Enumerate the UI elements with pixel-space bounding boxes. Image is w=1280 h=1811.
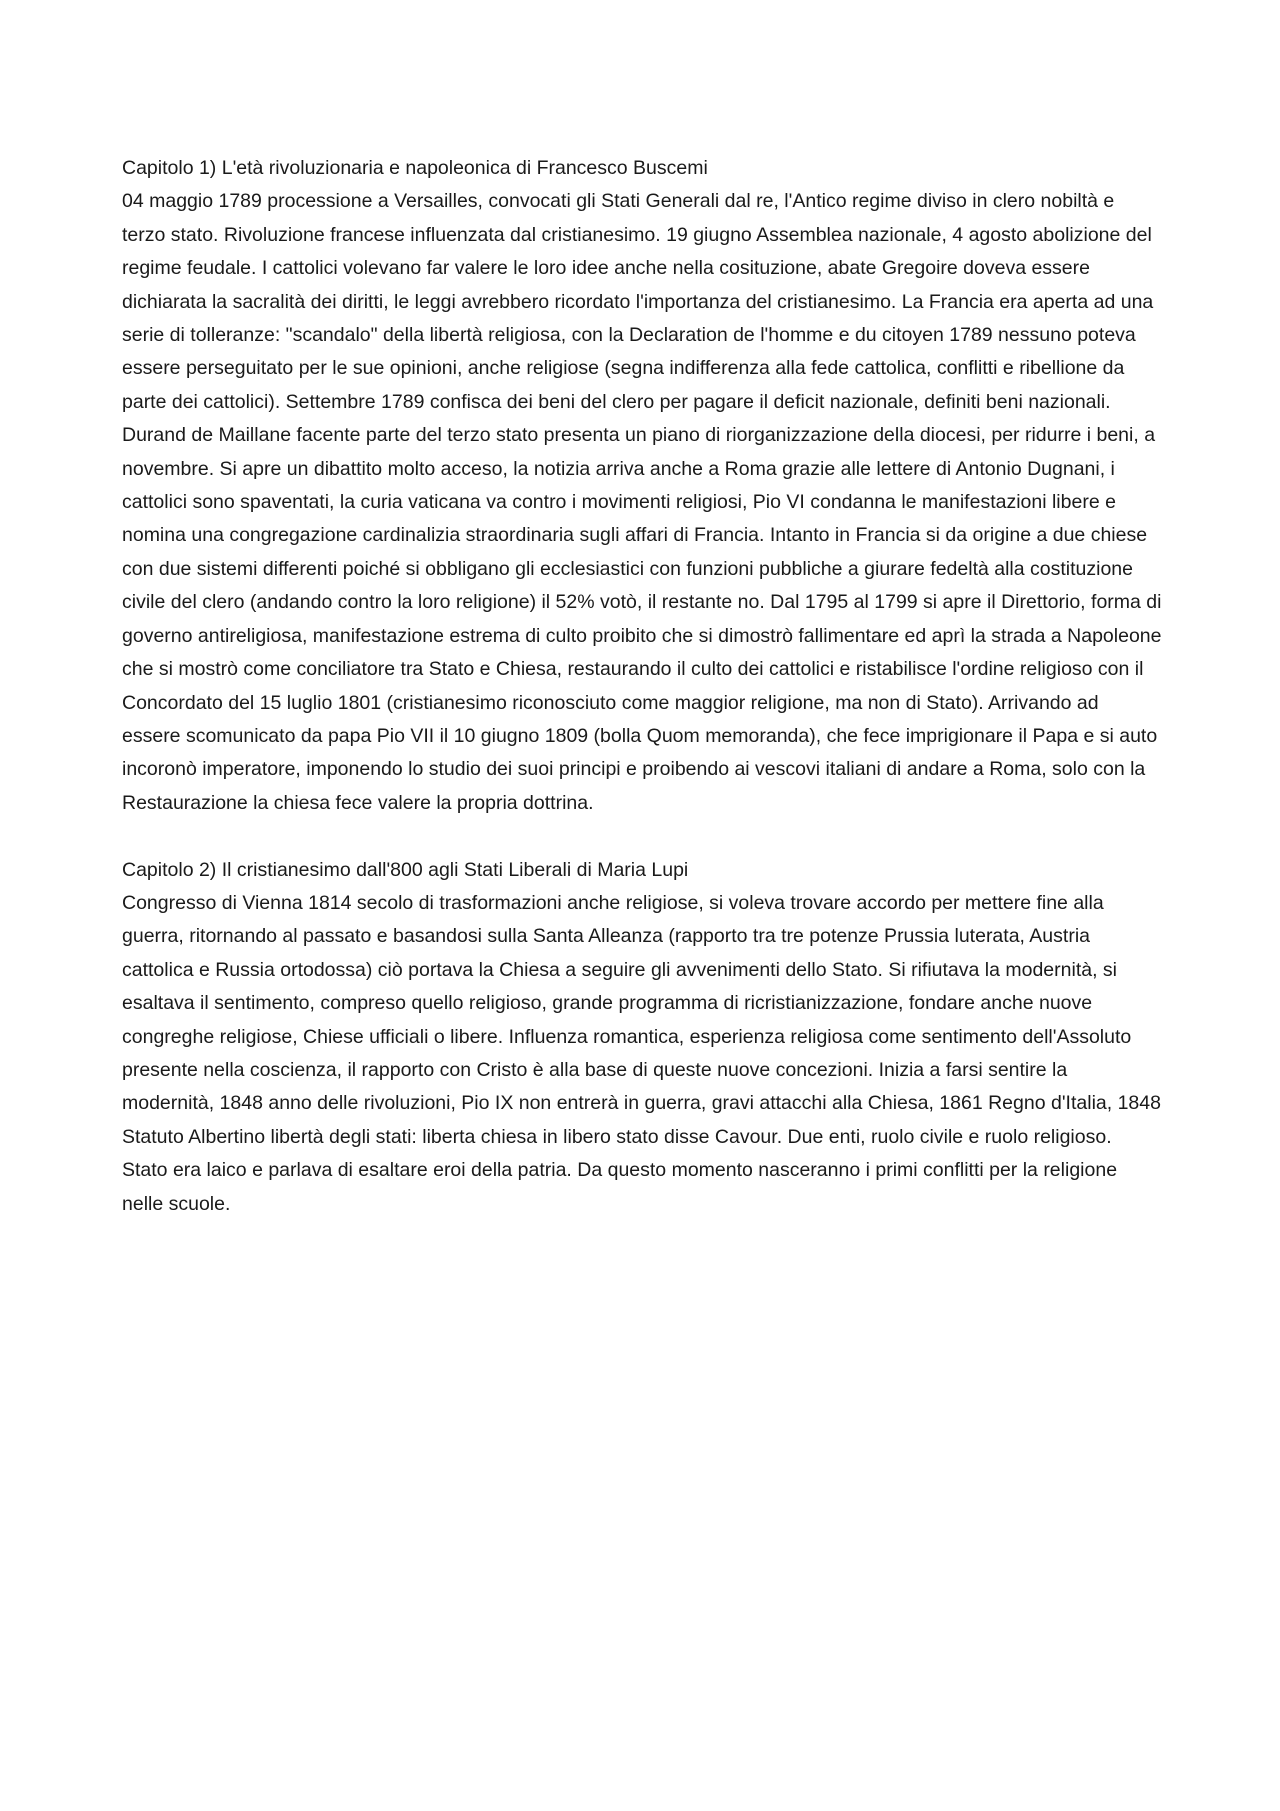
chapter-1-body: 04 maggio 1789 processione a Versailles, convocati gli Stati Generali dal re, l'Antico regime diviso in clero nobiltà e terzo stato. Rivoluzione francese influenzata dal cristianesimo. 19 giugno Assemblea nazionale, 4 agosto abolizione del regime feudale. I cattolici volevano far valere le loro idee anche nella cosituzione, abate Gregoire doveva essere dichiarata la sacralità dei diritti, le leggi avrebbero ricordato l'importanza del cristianesimo. La Francia era aperta ad una serie di tolleranze: "scandalo" della libertà religiosa, con la Declaration de l'homme e du citoyen 1789 nessuno poteva essere perseguitato per le sue opinioni, anche religiose (segna indifferenza alla fede cattolica, conflitti e ribellione da parte dei cattolici). Settembre 1789 confisca dei beni del clero per pagare il deficit nazionale, definiti beni nazionali. Durand de Maillane facente parte del terzo stato presenta un piano di riorganizzazione della diocesi, per ridurre i beni, a novembre. Si apre un dibattito molto acceso, la notizia arriva anche a Roma grazie alle lettere di Antonio Dugnani, i cattolici sono spaventati, la curia vaticana va contro i movimenti religiosi, Pio VI condanna le manifestazioni libere e nomina una congregazione cardinalizia straordinaria sugli affari di Francia. Intanto in Francia si da origine a due chiese con due sistemi differenti poiché si obbligano gli ecclesiastici con funzioni pubbliche a giurare fedeltà alla costituzione civile del clero (andando contro la loro religione) il 52% votò, il restante no. Dal 1795 al 1799 si apre il Direttorio, forma di governo antireligiosa, manifestazione estrema di culto proibito che si dimostrò fallimentare ed aprì la strada a Napoleone che si mostrò come conciliatore tra Stato e Chiesa, restaurando il culto dei cattolici e ristabilisce l'ordine religioso con il Concordato del 15 luglio 1801 (cristianesimo riconosciuto come maggior religione, ma non di Stato). Arrivando ad essere scomunicato da papa Pio VII il 10 giugno 1809 (bolla Quom memoranda), che fece imprigionare il Papa e si auto incoronò imperatore, imponendo lo studio dei suoi principi e proibendo ai vescovi italiani di andare a Roma, solo con la Restaurazione la chiesa fece valere la propria dottrina. — [122, 190, 1162, 814]
chapter-1-title: Capitolo 1) L'età rivoluzionaria e napoleonica di Francesco Buscemi — [122, 157, 708, 179]
chapter-1 — [122, 152, 1162, 820]
document-content — [122, 152, 1162, 1221]
chapter-2-body: Congresso di Vienna 1814 secolo di trasformazioni anche religiose, si voleva trovare accordo per mettere fine alla guerra, ritornando al passato e basandosi sulla Santa Alleanza (rapporto tra tre potenze Prussia luterata, Austria cattolica e Russia ortodossa) ciò portava la Chiesa a seguire gli avvenimenti dello Stato. Si rifiutava la modernità, si esaltava il sentimento, compreso quello religioso, grande programma di ricristianizzazione, fondare anche nuove congreghe religiose, Chiese ufficiali o libere. Influenza romantica, esperienza religiosa come sentimento dell'Assoluto presente nella coscienza, il rapporto con Cristo è alla base di queste nuove concezioni. Inizia a farsi sentire la modernità, 1848 anno delle rivoluzioni, Pio IX non entrerà in guerra, gravi attacchi alla Chiesa, 1861 Regno d'Italia, 1848 Statuto Albertino libertà degli stati: liberta chiesa in libero stato disse Cavour. Due enti, ruolo civile e ruolo religioso. Stato era laico e parlava di esaltare eroi della patria. Da questo momento nasceranno i primi conflitti per la religione nelle scuole. — [122, 891, 1161, 1215]
chapter-2-title: Capitolo 2) Il cristianesimo dall'800 agli Stati Liberali di Maria Lupi — [122, 858, 689, 881]
chapter-2 — [122, 854, 1162, 1221]
